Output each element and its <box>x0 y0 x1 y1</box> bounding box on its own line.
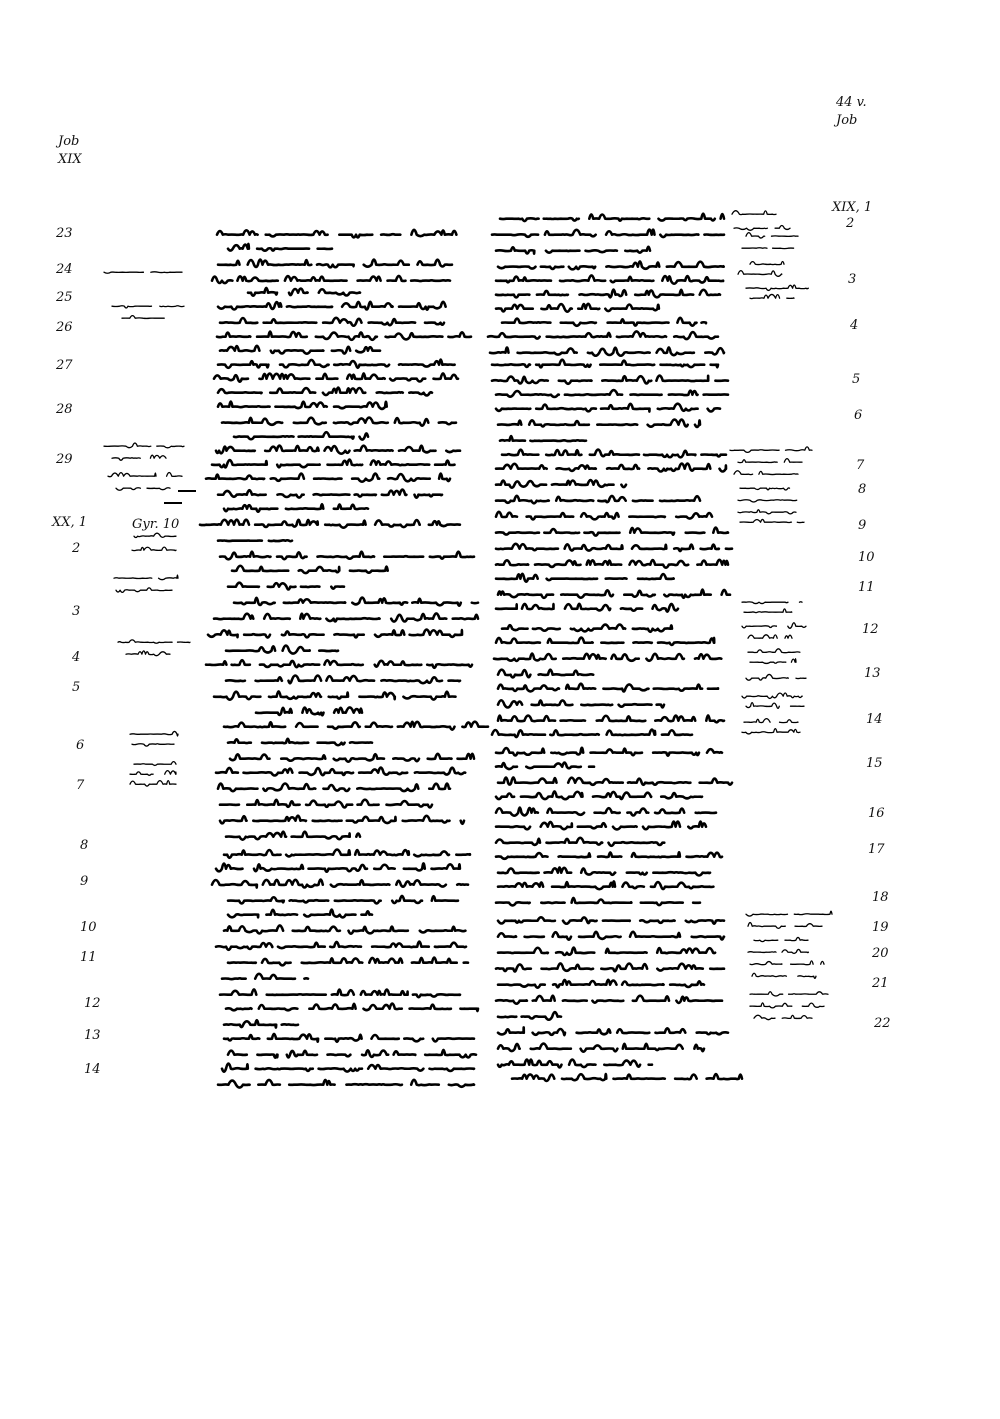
text-line <box>216 384 436 398</box>
text-line <box>212 688 472 702</box>
margin-note <box>130 544 180 554</box>
margin-note <box>752 1012 816 1022</box>
text-line <box>494 386 732 400</box>
text-line <box>230 562 400 576</box>
verse-number: 17 <box>868 842 885 857</box>
text-line <box>494 242 654 256</box>
text-line <box>216 298 452 312</box>
text-line <box>222 1016 302 1030</box>
text-line <box>210 456 470 470</box>
verse-number: 15 <box>866 756 883 771</box>
text-line <box>220 414 460 428</box>
text-line <box>218 812 468 826</box>
margin-note <box>746 646 806 656</box>
text-line <box>494 992 726 1006</box>
text-line <box>500 446 730 460</box>
verse-number: 8 <box>80 838 89 853</box>
text-line <box>214 938 470 952</box>
verse-number: 7 <box>76 778 85 793</box>
text-line <box>228 750 478 764</box>
text-line <box>222 846 474 860</box>
text-line <box>494 492 704 506</box>
text-line <box>494 272 734 286</box>
verse-number: 9 <box>80 874 89 889</box>
text-line <box>494 848 726 862</box>
margin-note <box>748 258 788 268</box>
margin-note <box>744 230 802 240</box>
margin-note <box>742 716 802 726</box>
verse-number: 13 <box>864 666 881 681</box>
margin-note <box>106 470 186 480</box>
verse-number: 16 <box>868 806 885 821</box>
margin-note <box>102 440 188 450</box>
text-line <box>494 300 664 314</box>
margin-note <box>736 494 806 504</box>
margin-note <box>744 908 836 918</box>
margin-note <box>128 768 180 778</box>
text-line <box>216 398 402 412</box>
margin-note <box>748 988 832 998</box>
margin-note <box>128 778 180 788</box>
verse-number: 6 <box>76 738 85 753</box>
text-line <box>496 928 728 942</box>
text-line <box>494 570 682 584</box>
text-line <box>226 734 376 748</box>
verse-number: XIX, 1 <box>832 200 873 215</box>
text-line <box>494 400 724 414</box>
text-line <box>494 524 732 538</box>
text-line <box>222 1030 478 1044</box>
text-line <box>494 476 630 490</box>
chapter-label-left: XIX <box>58 152 82 167</box>
folio-number: 44 v. <box>836 95 867 110</box>
text-line <box>216 780 454 794</box>
text-line <box>494 758 598 772</box>
verse-number: 23 <box>56 226 73 241</box>
margin-note <box>120 312 176 322</box>
margin-note <box>128 728 190 738</box>
margin-note <box>730 208 780 218</box>
text-line <box>226 892 462 906</box>
text-line <box>494 634 720 648</box>
text-line <box>496 944 730 958</box>
text-line <box>494 286 724 300</box>
verse-number: 24 <box>56 262 73 277</box>
header-left <box>58 133 82 169</box>
verse-number: 20 <box>872 946 889 961</box>
text-line <box>494 788 706 802</box>
margin-note <box>110 452 170 462</box>
margin-note <box>102 266 188 276</box>
text-line <box>218 796 436 810</box>
verse-number: 27 <box>56 358 73 373</box>
text-line <box>492 650 728 664</box>
margin-note <box>746 946 816 956</box>
margin-note <box>748 656 800 666</box>
verse-number: 14 <box>866 712 883 727</box>
verse-number: 11 <box>858 580 875 595</box>
text-line <box>490 372 732 386</box>
verse-number: 10 <box>80 920 97 935</box>
text-line <box>218 986 464 1000</box>
text-line <box>212 370 462 384</box>
section-mark <box>178 490 196 492</box>
text-line <box>496 586 734 600</box>
text-line <box>494 804 720 818</box>
verse-number: 2 <box>72 541 81 556</box>
verse-number: 4 <box>850 318 859 333</box>
text-line <box>500 620 676 634</box>
text-line <box>494 460 730 474</box>
text-line <box>198 516 468 530</box>
header-right <box>836 94 867 130</box>
text-line <box>222 922 472 936</box>
text-line <box>494 894 704 908</box>
text-line <box>496 878 722 892</box>
margin-note <box>746 632 796 642</box>
text-line <box>220 1060 478 1074</box>
margin-note <box>748 292 798 302</box>
verse-number: 3 <box>72 604 81 619</box>
margin-note <box>744 700 808 710</box>
text-line <box>494 744 726 758</box>
text-line <box>224 1000 482 1014</box>
text-line <box>496 912 728 926</box>
text-line <box>214 764 472 778</box>
margin-note <box>736 506 800 516</box>
text-line <box>218 314 448 328</box>
margin-note <box>736 456 806 466</box>
text-line <box>226 240 336 254</box>
margin-note <box>124 648 174 658</box>
margin-note <box>748 1000 828 1010</box>
text-line <box>216 532 296 546</box>
text-line <box>496 864 714 878</box>
text-line <box>494 556 732 570</box>
text-line <box>220 970 312 984</box>
text-line <box>498 432 590 446</box>
margin-note <box>114 482 174 492</box>
text-line <box>214 860 472 874</box>
verse-number: 12 <box>862 622 879 637</box>
verse-number: 5 <box>852 372 861 387</box>
verse-number: 19 <box>872 920 889 935</box>
text-line <box>222 718 492 732</box>
margin-note <box>132 530 180 540</box>
text-line <box>494 960 728 974</box>
left-margin-label: Gyr. 10 <box>132 517 180 532</box>
verse-number: 25 <box>56 290 73 305</box>
text-line <box>212 610 482 624</box>
text-line <box>494 834 680 848</box>
margin-note <box>752 934 812 944</box>
verse-number: 14 <box>84 1062 101 1077</box>
text-line <box>496 680 722 694</box>
text-line <box>496 416 704 430</box>
margin-note <box>750 970 820 980</box>
verse-number: 13 <box>84 1028 101 1043</box>
verse-number: 4 <box>72 650 81 665</box>
verse-number: 26 <box>56 320 73 335</box>
text-line <box>216 356 466 370</box>
book-label-left: Job <box>58 134 80 149</box>
verse-number: 9 <box>858 518 867 533</box>
text-line <box>496 1040 708 1054</box>
text-line <box>494 508 716 522</box>
text-line <box>216 486 446 500</box>
margin-note <box>744 282 814 292</box>
text-line <box>496 696 668 710</box>
text-line <box>490 226 728 240</box>
verse-number: 12 <box>84 996 101 1011</box>
margin-note <box>742 606 802 616</box>
text-line <box>496 976 708 990</box>
text-line <box>246 284 364 298</box>
text-line <box>496 1008 576 1022</box>
text-line <box>490 356 722 370</box>
text-line <box>218 548 478 562</box>
margin-note <box>732 468 802 478</box>
text-line <box>494 600 682 614</box>
text-line <box>215 328 475 342</box>
verse-number: 18 <box>872 890 889 905</box>
margin-note <box>740 596 806 606</box>
text-line <box>215 226 469 240</box>
text-line <box>224 672 464 686</box>
text-line <box>204 470 454 484</box>
text-line <box>224 828 364 842</box>
margin-note <box>740 242 800 252</box>
text-line <box>224 642 342 656</box>
text-line <box>494 818 710 832</box>
text-line <box>500 314 710 328</box>
text-line <box>204 656 476 670</box>
margin-note <box>130 738 178 748</box>
text-line <box>210 876 472 890</box>
text-line <box>490 726 696 740</box>
text-line <box>496 258 736 272</box>
text-line <box>496 712 728 726</box>
text-line <box>496 1056 656 1070</box>
margin-note <box>132 758 180 768</box>
verse-number: 11 <box>80 950 97 965</box>
margin-note <box>736 268 796 278</box>
margin-note <box>744 672 810 682</box>
text-line <box>496 774 736 788</box>
verse-number: 28 <box>56 402 73 417</box>
text-line <box>232 428 372 442</box>
verse-number: XX, 1 <box>52 515 88 530</box>
verse-number: 22 <box>874 1016 891 1031</box>
text-line <box>498 210 728 224</box>
verse-number: 10 <box>858 550 875 565</box>
text-line <box>218 342 384 356</box>
text-line <box>496 1024 732 1038</box>
verse-number: 21 <box>872 976 889 991</box>
verse-number: 2 <box>846 216 855 231</box>
margin-note <box>114 584 176 594</box>
text-line <box>216 256 456 270</box>
margin-note <box>748 958 828 968</box>
section-mark <box>164 502 182 504</box>
text-line <box>226 954 472 968</box>
text-line <box>216 1076 478 1090</box>
margin-note <box>740 690 814 700</box>
verse-number: 7 <box>856 458 865 473</box>
text-line <box>226 578 348 592</box>
text-line <box>510 1070 746 1084</box>
verse-number: 8 <box>858 482 867 497</box>
margin-note <box>112 572 182 582</box>
margin-note <box>746 920 826 930</box>
margin-note <box>116 636 194 646</box>
verse-number: 6 <box>854 408 863 423</box>
text-line <box>232 594 482 608</box>
margin-note <box>738 516 808 526</box>
verse-number: 5 <box>72 680 81 695</box>
text-line <box>222 500 372 514</box>
text-line <box>226 1046 480 1060</box>
margin-note <box>740 620 810 630</box>
text-line <box>214 442 464 456</box>
margin-note <box>740 726 804 736</box>
book-label-right: Job <box>836 113 858 128</box>
text-line <box>494 540 736 554</box>
text-line <box>496 666 600 680</box>
text-line <box>226 906 376 920</box>
verse-number: 3 <box>848 272 857 287</box>
margin-note <box>738 482 798 492</box>
text-line <box>486 328 722 342</box>
text-line <box>206 626 466 640</box>
text-line <box>254 704 366 718</box>
verse-number: 29 <box>56 452 73 467</box>
margin-note <box>110 300 188 310</box>
margin-note <box>728 444 816 454</box>
